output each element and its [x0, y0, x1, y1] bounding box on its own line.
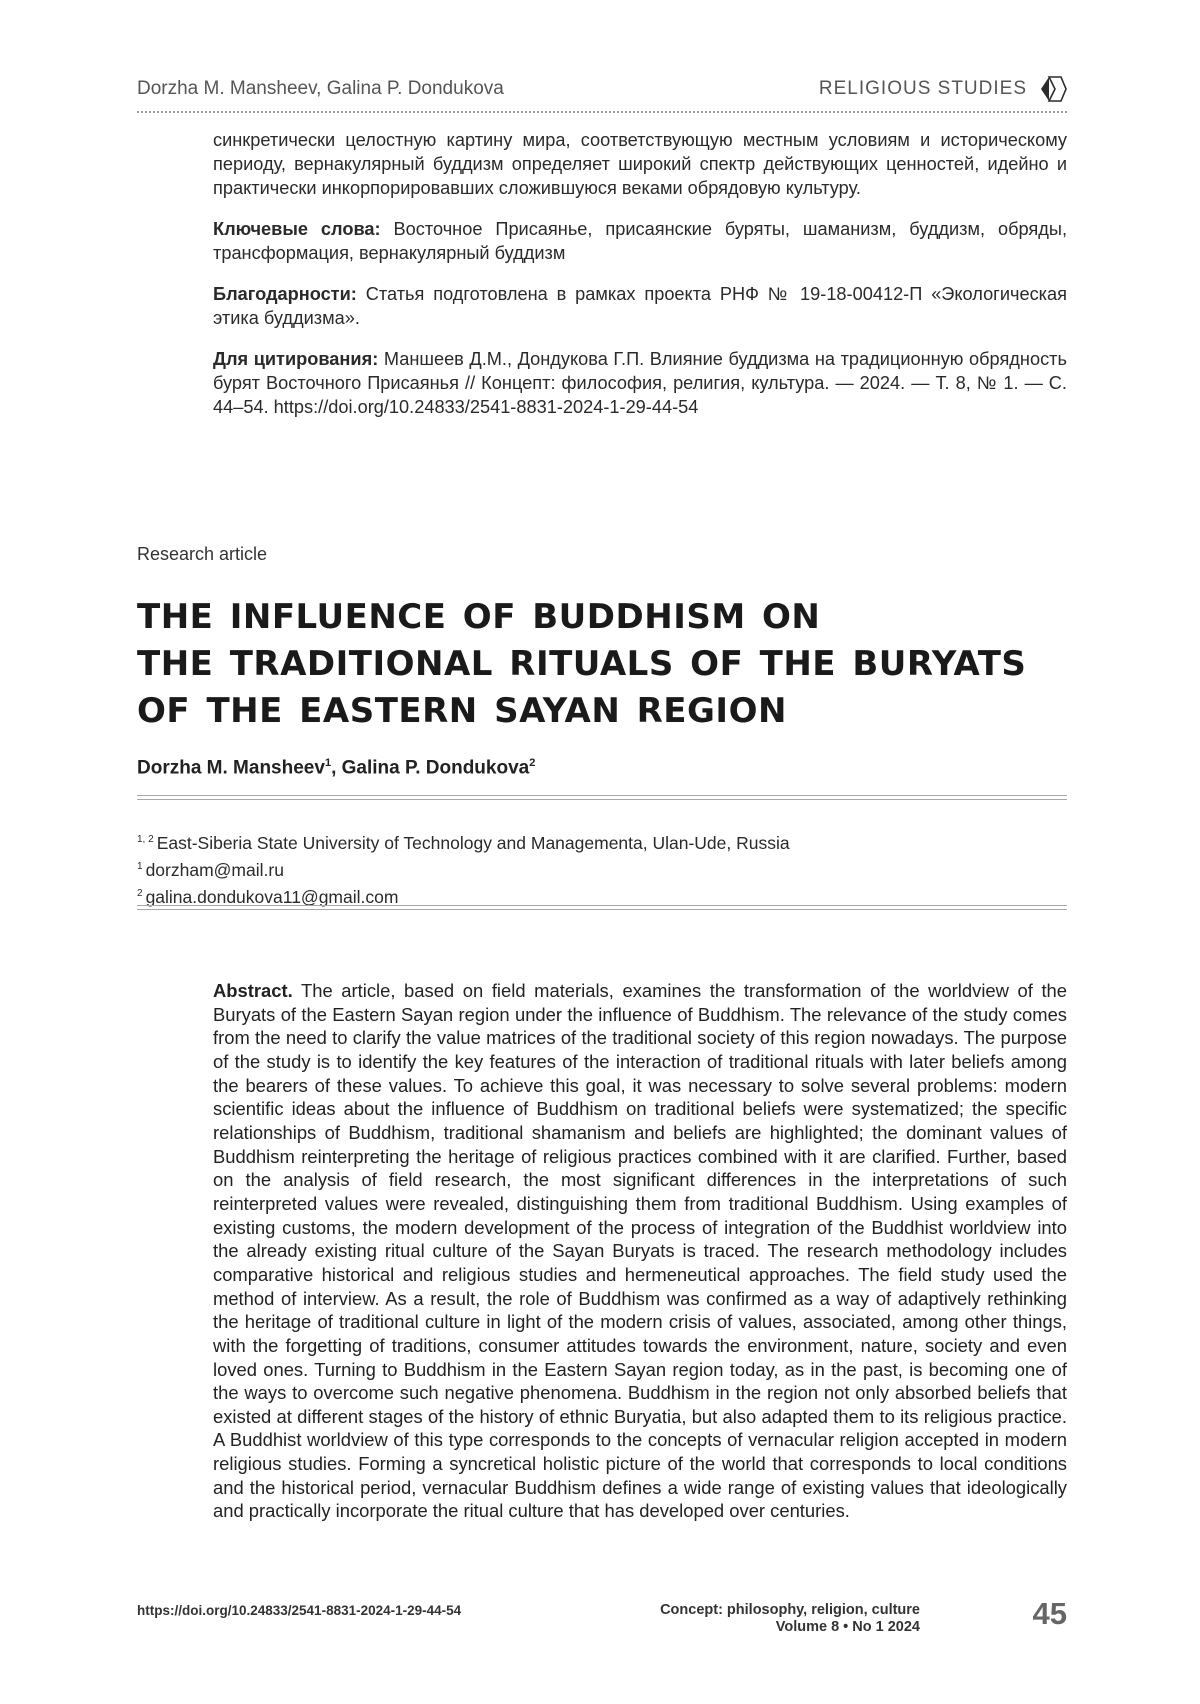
affiliation-line	[137, 855, 1067, 882]
russian-abstract-tail: синкретически целостную картину мира, соответствующую местным условиям и историческому периоду, вернакулярный буддизм определяет широкий спектр действующих ценностей, идейно и практически инкорпорировавших сложившуюся веками обрядовую культуру.	[213, 130, 1067, 198]
author-affiliation-mark: 2	[529, 757, 536, 769]
author-name: Dorzha M. Mansheev	[137, 757, 325, 779]
header-divider	[137, 111, 1067, 113]
russian-summary	[213, 128, 1067, 436]
author-email: dorzham@mail.ru	[145, 859, 284, 880]
affiliation-bottom-rule	[137, 905, 1067, 910]
acknowledgements-text: Статья подготовлена в рамках проекта РНФ № 19-18-00412-П «Экологическая этика буддизма».	[213, 284, 1067, 328]
footer-doi: https://doi.org/10.24833/2541-8831-2024-1-29-44-54	[137, 1603, 462, 1618]
keywords-text: Восточное Присаянье, присаянские буряты, шаманизм, буддизм, обряды, трансформация, вернакулярный буддизм	[213, 219, 1067, 263]
keywords-label: Ключевые слова:	[213, 219, 381, 239]
affiliation-line	[137, 828, 1067, 855]
rhombus-logo-icon	[1035, 74, 1067, 104]
page-number: 45	[1032, 1596, 1067, 1631]
journal-name: Concept: philosophy, religion, culture	[660, 1602, 920, 1618]
author-separator: ,	[331, 757, 342, 779]
journal-volume: Volume 8 • No 1 2024	[775, 1619, 920, 1635]
author-affiliation-mark: 1	[324, 757, 332, 769]
title-line: THE TRADITIONAL RITUALS OF THE BURYATS	[137, 644, 1027, 684]
affiliations	[137, 828, 1067, 908]
author-email: galina.dondukova11@gmail.com	[145, 886, 399, 907]
affiliation-mark: 2	[137, 887, 143, 899]
abstract	[213, 979, 1067, 1523]
article-authors	[137, 757, 535, 779]
abstract-label: Abstract.	[213, 980, 293, 1001]
article-type: Research article	[137, 544, 268, 564]
russian-keywords	[213, 217, 1067, 265]
section-name: RELIGIOUS STUDIES	[818, 78, 1027, 99]
title-line: OF THE EASTERN SAYAN REGION	[137, 691, 787, 731]
citation-label: Для цитирования:	[213, 349, 379, 369]
acknowledgements-label: Благодарности:	[213, 284, 357, 304]
running-head-authors: Dorzha M. Mansheev, Galina P. Dondukova	[137, 78, 504, 99]
affiliation-mark: 1, 2	[137, 834, 154, 845]
abstract-text: The article, based on field materials, examines the transformation of the worldview of the Buryats of the Eastern Sayan region under the influence of Buddhism. The relevance of the study comes from the need to clarify the value matrices of the traditional society of this region nowadays. The purpose of the study is to identify the key features of the interaction of traditional rituals with later beliefs among the bearers of these values. To achieve this goal, it was necessary to solve several problems: modern scientific ideas about the influence of Buddhism on traditional beliefs were systematized; the specific relationships of Buddhism, traditional shamanism and beliefs are highlighted; the dominant values of Buddhism reinterpreting the heritage of religious practices combined with it are clarified. Further, based on the analysis of field research, the most significant differences in the interpretations of such reinterpreted values were revealed, distinguishing them from traditional Buddhism. Using examples of existing customs, the modern development of the process of integration of the Buddhist worldview into the already existing ritual culture of the Sayan Buryats is traced. The research methodology includes comparative historical and religious studies and hermeneutical approaches. The field study used the method of interview. As a result, the role of Buddhism was confirmed as a way of adaptively rethinking the heritage of traditional culture in light of the modern crisis of values, associated, among other things, with the forgetting of traditions, consumer attitudes towards the environment, nature, society and even loved ones. Turning to Buddhism in the Eastern Sayan region today, as in the past, is becoming one of the ways to overcome such negative phenomena. Buddhism in the region not only absorbed beliefs that existed at different stages of the history of ethnic Buryatia, but also adapted them to its religious practice. A Buddhist worldview of this type corresponds to the concepts of vernacular religion accepted in modern religious studies. Forming a syncretical holistic picture of the world that corresponds to local conditions and the historical period, vernacular Buddhism defines a wide range of existing values that ideologically and practically incorporate the ritual culture that has developed over centuries.	[213, 980, 1068, 1522]
affiliation-text: East-Siberia State University of Technology and Managementa, Ulan-Ude, Russia	[156, 832, 790, 853]
affiliation-top-rule	[137, 795, 1067, 800]
affiliation-mark: 1	[137, 860, 143, 872]
citation-text: Маншеев Д.М., Дондукова Г.П. Влияние буддизма на традиционную обрядность бурят Восточного Присаянья // Концепт: философия, религия, культура. — 2024. — Т. 8, № 1. — С. 44–54. https://doi.org/10.24833/2541-8831-2024-1-29-44-54	[213, 349, 1067, 417]
running-head	[137, 74, 1067, 112]
russian-acknowledgements	[213, 282, 1067, 330]
russian-citation	[213, 347, 1067, 419]
article-title	[137, 594, 1067, 735]
footer-journal-info	[640, 1602, 920, 1636]
title-line: THE INFLUENCE OF BUDDHISM ON	[137, 597, 821, 637]
author-name: Galina P. Dondukova	[341, 757, 530, 779]
